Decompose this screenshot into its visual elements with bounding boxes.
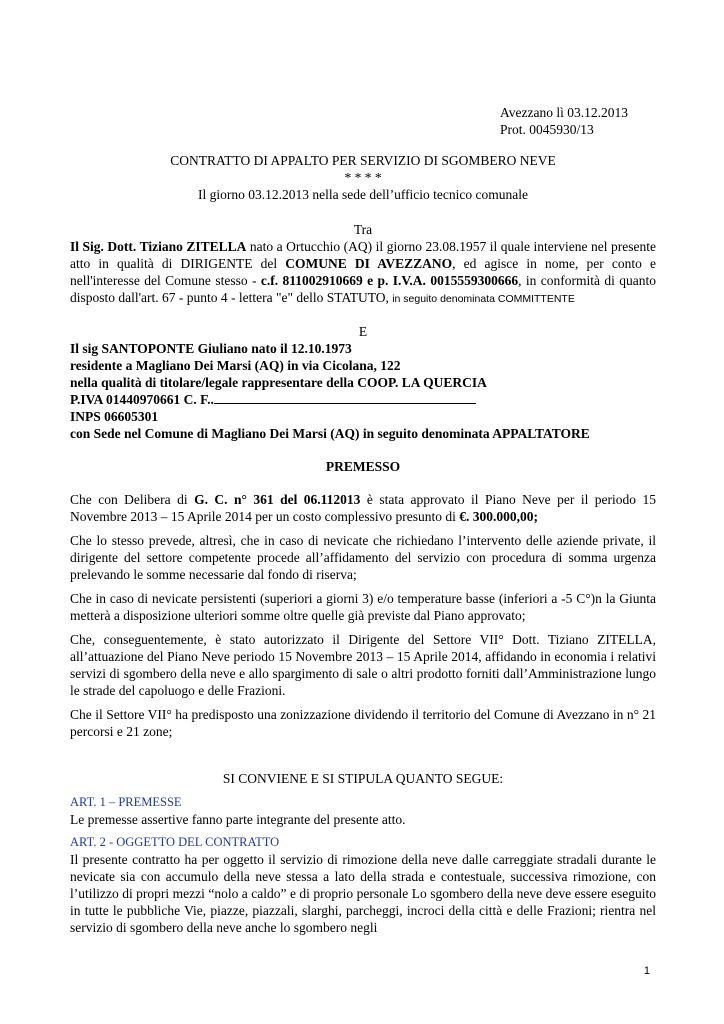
title-day: Il giorno 03.12.2013 nella sede dell’ufficio tecnico comunale (197, 187, 529, 202)
appaltatore-line-4 (70, 391, 656, 408)
committente-paragraph (70, 238, 656, 308)
piva-cf: P.IVA 01440970661 C. F.. (70, 392, 214, 407)
place-date: Avezzano lì 03.12.2013 (500, 105, 628, 120)
appaltatore-line-5: INPS 06605301 (70, 409, 159, 424)
contract-title: CONTRATTO DI APPALTO PER SERVIZIO DI SGOMBERO NEVE (170, 153, 556, 168)
protocol-number: Prot. 0045930/13 (500, 122, 594, 137)
art1-title: ART. 1 – PREMESSE (70, 795, 182, 809)
art2-text: Il presente contratto ha per oggetto il servizio di rimozione della neve dalle carreggiate stradali durante le nevicate sia con accumulo della neve stessa a lato della strada e contestuale, successiva rimozione, con l’utilizzo di propri mezzi “nolo a caldo” e di proprio personale Lo sgombero della neve deve essere eseguito in tutte le pubbliche Vie, piazze, piazzali, slarghi, parcheggi, incroci della città e delle Frazioni; rientra nel servizio di sgombero della neve anche lo sgombero negli (70, 852, 656, 935)
blank-underline (214, 391, 476, 404)
appaltatore-line-3: nella qualità di titolare/legale rappresentare della COOP. LA QUERCIA (70, 375, 487, 390)
appaltatore-line-6: con Sede nel Comune di Magliano Dei Marsi (AQ) in seguito denominata APPALTATORE (70, 426, 590, 441)
appaltatore-line-1: Il sig SANTOPONTE Giuliano nato il 12.10.1973 (70, 341, 352, 356)
committente-text-3: , in conformità di quanto disposto dall'art. 67 - punto 4 - lettera "e" dello STATUTO, (70, 273, 656, 305)
committente-text-2: , ed agisce in nome, per conto e nell'interesse del Comune stesso - (70, 256, 656, 288)
header-block (500, 104, 628, 138)
p1-text-a: Che con Delibera di (70, 492, 195, 507)
tra-label: Tra (353, 222, 373, 237)
committente-text-1: nato a Ortucchio (AQ) il giorno 23.08.1957 il quale interviene nel presente atto in qualità di DIRIGENTE del (70, 239, 656, 271)
conviene-heading: SI CONVIENE E SI STIPULA QUANTO SEGUE: (222, 771, 504, 786)
title-stars: * * * * (344, 170, 382, 185)
premesso-heading: PREMESSO (325, 459, 401, 474)
e-label: E (358, 324, 368, 339)
art1-text: Le premesse assertive fanno parte integrante del presente atto. (70, 812, 406, 827)
page-number: 1 (643, 965, 650, 977)
appaltatore-line-2: residente a Magliano Dei Marsi (AQ) in via Cicolana, 122 (70, 358, 401, 373)
committente-seguito: in seguito denominata COMMITTENTE (392, 293, 575, 305)
premesso-paragraph-2: Che lo stesso prevede, altresì, che in caso di nevicate che richiedano l’intervento delle aziende private, il dirigente del settore competente procede all’affidamento del servizio con procedura di somma urgenza prelevando le somme necessarie dal fondo di riserva; (70, 533, 656, 582)
premesso-paragraph-5: Che il Settore VII° ha predisposto una zonizzazione dividendo il territorio del Comune di Avezzano in n° 21 percorsi e 21 zone; (70, 707, 656, 739)
premesso-paragraph-3: Che in caso di nevicate persistenti (superiori a giorni 3) e/o temperature basse (inferiori a -5 C°)n la Giunta metterà a disposizione ulteriori somme oltre quelle già previste dal Piano approvato; (70, 591, 656, 623)
premesso-paragraph-4: Che, conseguentemente, è stato autorizzato il Dirigente del Settore VII° Dott. Tiziano ZITELLA, all’attuazione del Piano Neve periodo 15 Novembre 2013 – 15 Aprile 2014, affidando in economia i relativi servizi di sgombero della neve e allo spargimento di sale o altri prodotto forniti dall’Amministrazione lungo le strade del capoluogo e delle Frazioni. (70, 632, 656, 698)
document-page (70, 0, 656, 1024)
p1-text-c: è stata approvato il Piano Neve per il periodo 15 Novembre 2013 – 15 Aprile 2014 per un costo complessivo presunto di (70, 492, 656, 524)
comune-name: COMUNE DI AVEZZANO (285, 256, 453, 271)
cf-piva: c.f. 811002910669 e p. I.V.A. 0015559300666 (260, 273, 519, 288)
premesso-paragraph-1 (70, 491, 656, 525)
costo-presunto: €. 300.000,00; (459, 509, 538, 524)
art2-title: ART. 2 - OGGETTO DEL CONTRATTO (70, 835, 280, 849)
committente-name: Il Sig. Dott. Tiziano ZITELLA (70, 239, 247, 254)
delibera-ref: G. C. n° 361 del 06.112013 (194, 492, 361, 507)
